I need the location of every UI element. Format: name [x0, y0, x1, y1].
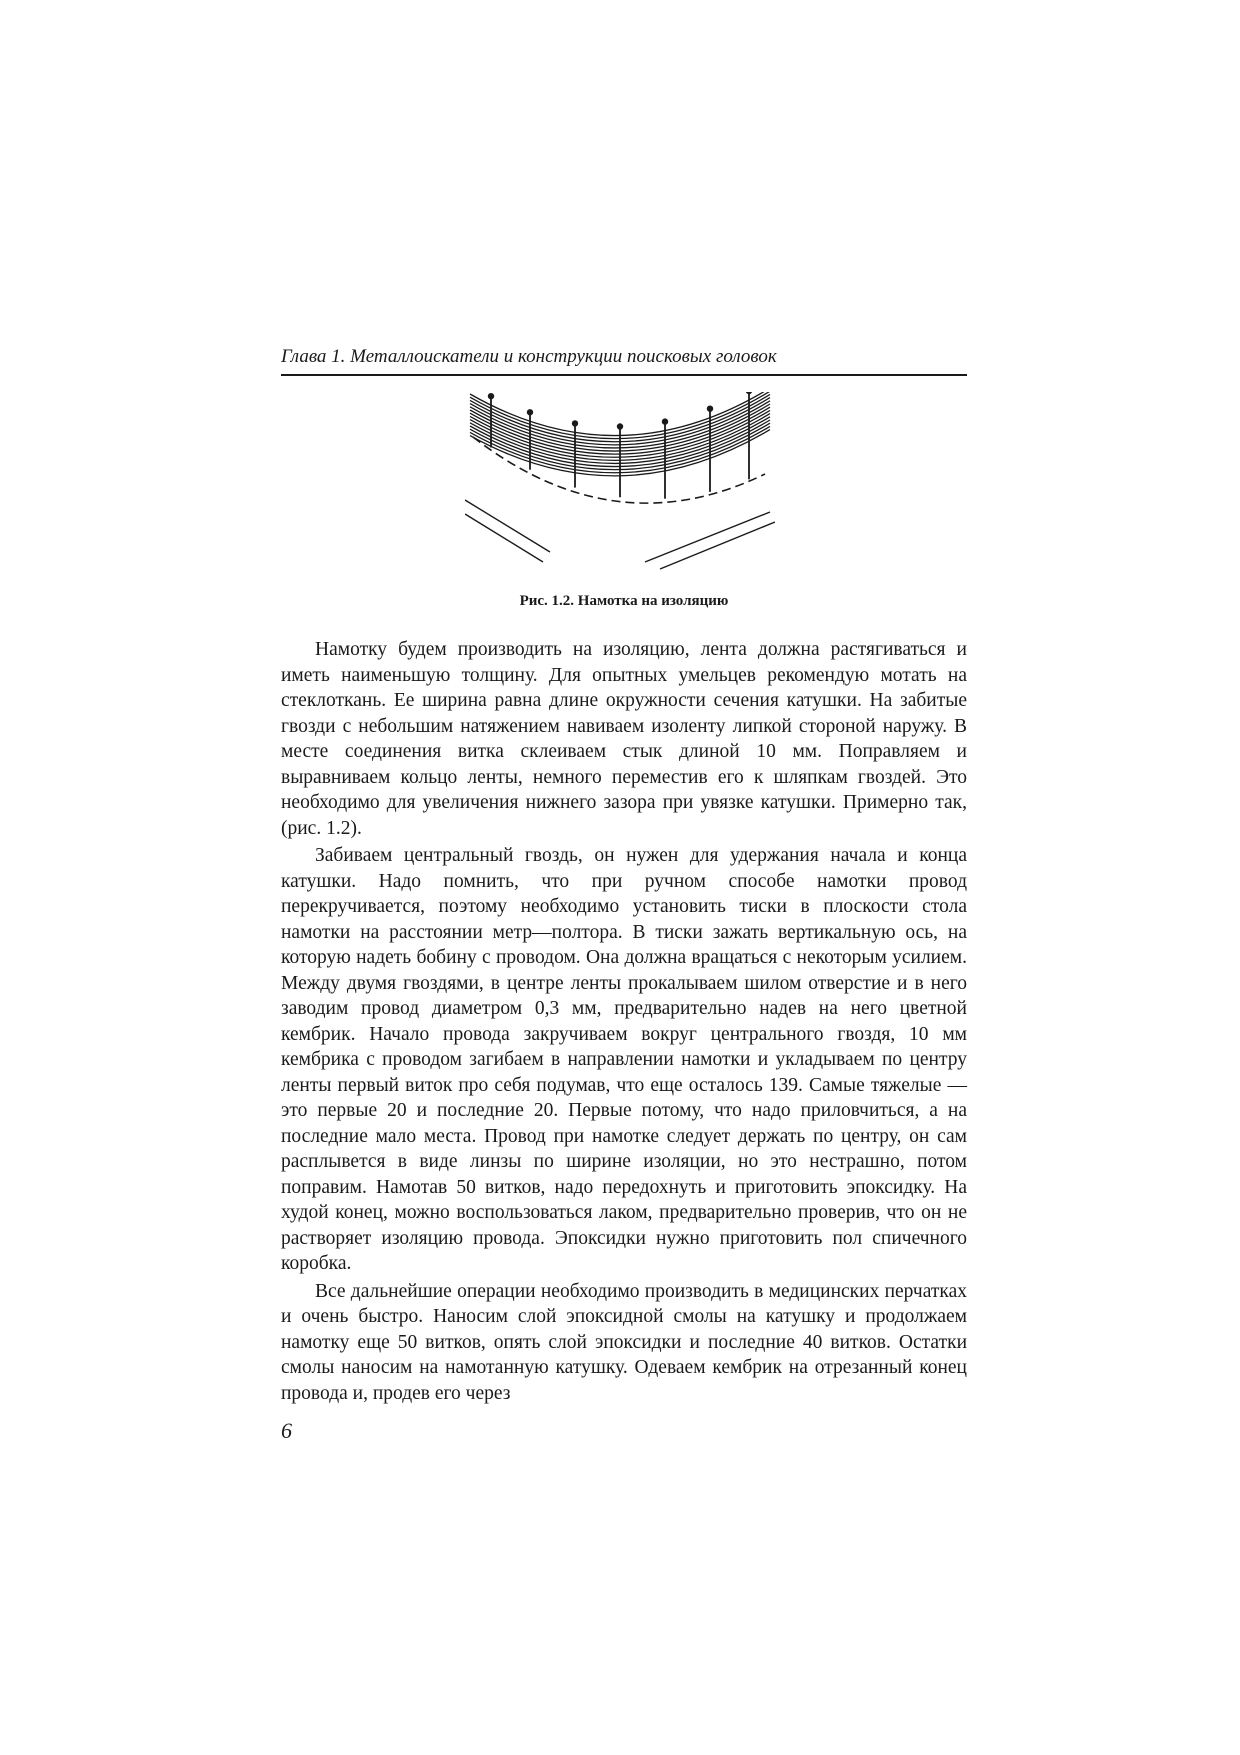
running-title: Глава 1. Металлоискатели и конструкции поисковых головок — [281, 346, 777, 367]
paragraph: Намотку будем производить на изоляцию, лента должна растягиваться и иметь наименьшую толщину. Для опытных умельцев рекомендую мотать на стеклоткань. Ее ширина равна длине окружности сечения катушки. На забитые гвозди с небольшим натяжением навиваем изоленту липкой стороной наружу. В месте соединения витка склеиваем стык длиной 10 мм. Поправляем и выравниваем кольцо ленты, немного переместив его к шляпкам гвоздей. Это необходимо для увеличения нижнего зазора при увязке катушки. Примерно так, (рис. 1.2). — [281, 639, 967, 839]
nail-head — [488, 393, 494, 399]
nail-head — [572, 420, 578, 426]
figure-winding-on-insulation — [465, 392, 775, 577]
guide-line-right-outer — [660, 522, 775, 569]
running-header — [281, 345, 967, 376]
nail-head — [527, 409, 533, 415]
guide-line-right-inner — [645, 512, 770, 562]
nail-head — [707, 405, 713, 411]
paragraph: Все дальнейшие операции необходимо производить в медицинских перчатках и очень быстро. Наносим слой эпоксидной смолы на катушку и продолжаем намотку еще 50 витков, опять слой эпоксидки и последние 40 витков. Остатки смолы наносим на намотанную катушку. Одеваем кембрик на отрезанный конец провода и, продев его через — [281, 1280, 967, 1404]
coil-winding-diagram — [465, 392, 775, 572]
figure-caption: Рис. 1.2. Намотка на изоляцию — [519, 593, 729, 609]
paragraph: Забиваем центральный гвоздь, он нужен для удержания начала и конца катушки. Надо помнить, что при ручном способе намотки провод перекручивается, поэтому необходимо установить тиски в плоскости стола намотки на расстоянии метр—полтора. В тиски зажать вертикальную ось, на которую надеть бобину с проводом. Она должна вращаться с некоторым усилием. Между двумя гвоздями, в центре ленты прокалываем шилом отверстие и в него заводим провод диаметром 0,3 мм, предварительно надев на него цветной кембрик. Начало провода закручиваем вокруг центрального гвоздя, 10 мм кембрика с проводом загибаем в направлении намотки и укладываем по центру ленты первый виток про себя подумав, что еще осталось 139. Самые тяжелые — это первые 20 и последние 20. Первые потому, что надо приловчиться, а на последние мало места. Провод при намотке следует держать по центру, он сам расплывется в виде линзы по ширине изоляции, но это нестрашно, потом поправим. Намотав 50 витков, надо передохнуть и приготовить эпоксидку. На худой конец, можно воспользоваться лаком, предварительно проверив, что он не растворяет изоляцию провода. Эпоксидки нужно приготовить пол спичечного коробка. — [281, 845, 967, 1274]
nail-head — [746, 392, 752, 394]
page-number: 6 — [281, 1418, 292, 1443]
guide-line-left-inner — [465, 514, 543, 562]
guide-line-left-outer — [465, 500, 550, 552]
body-text — [281, 637, 967, 1408]
nail-head — [662, 418, 668, 424]
nail-head — [617, 423, 623, 429]
